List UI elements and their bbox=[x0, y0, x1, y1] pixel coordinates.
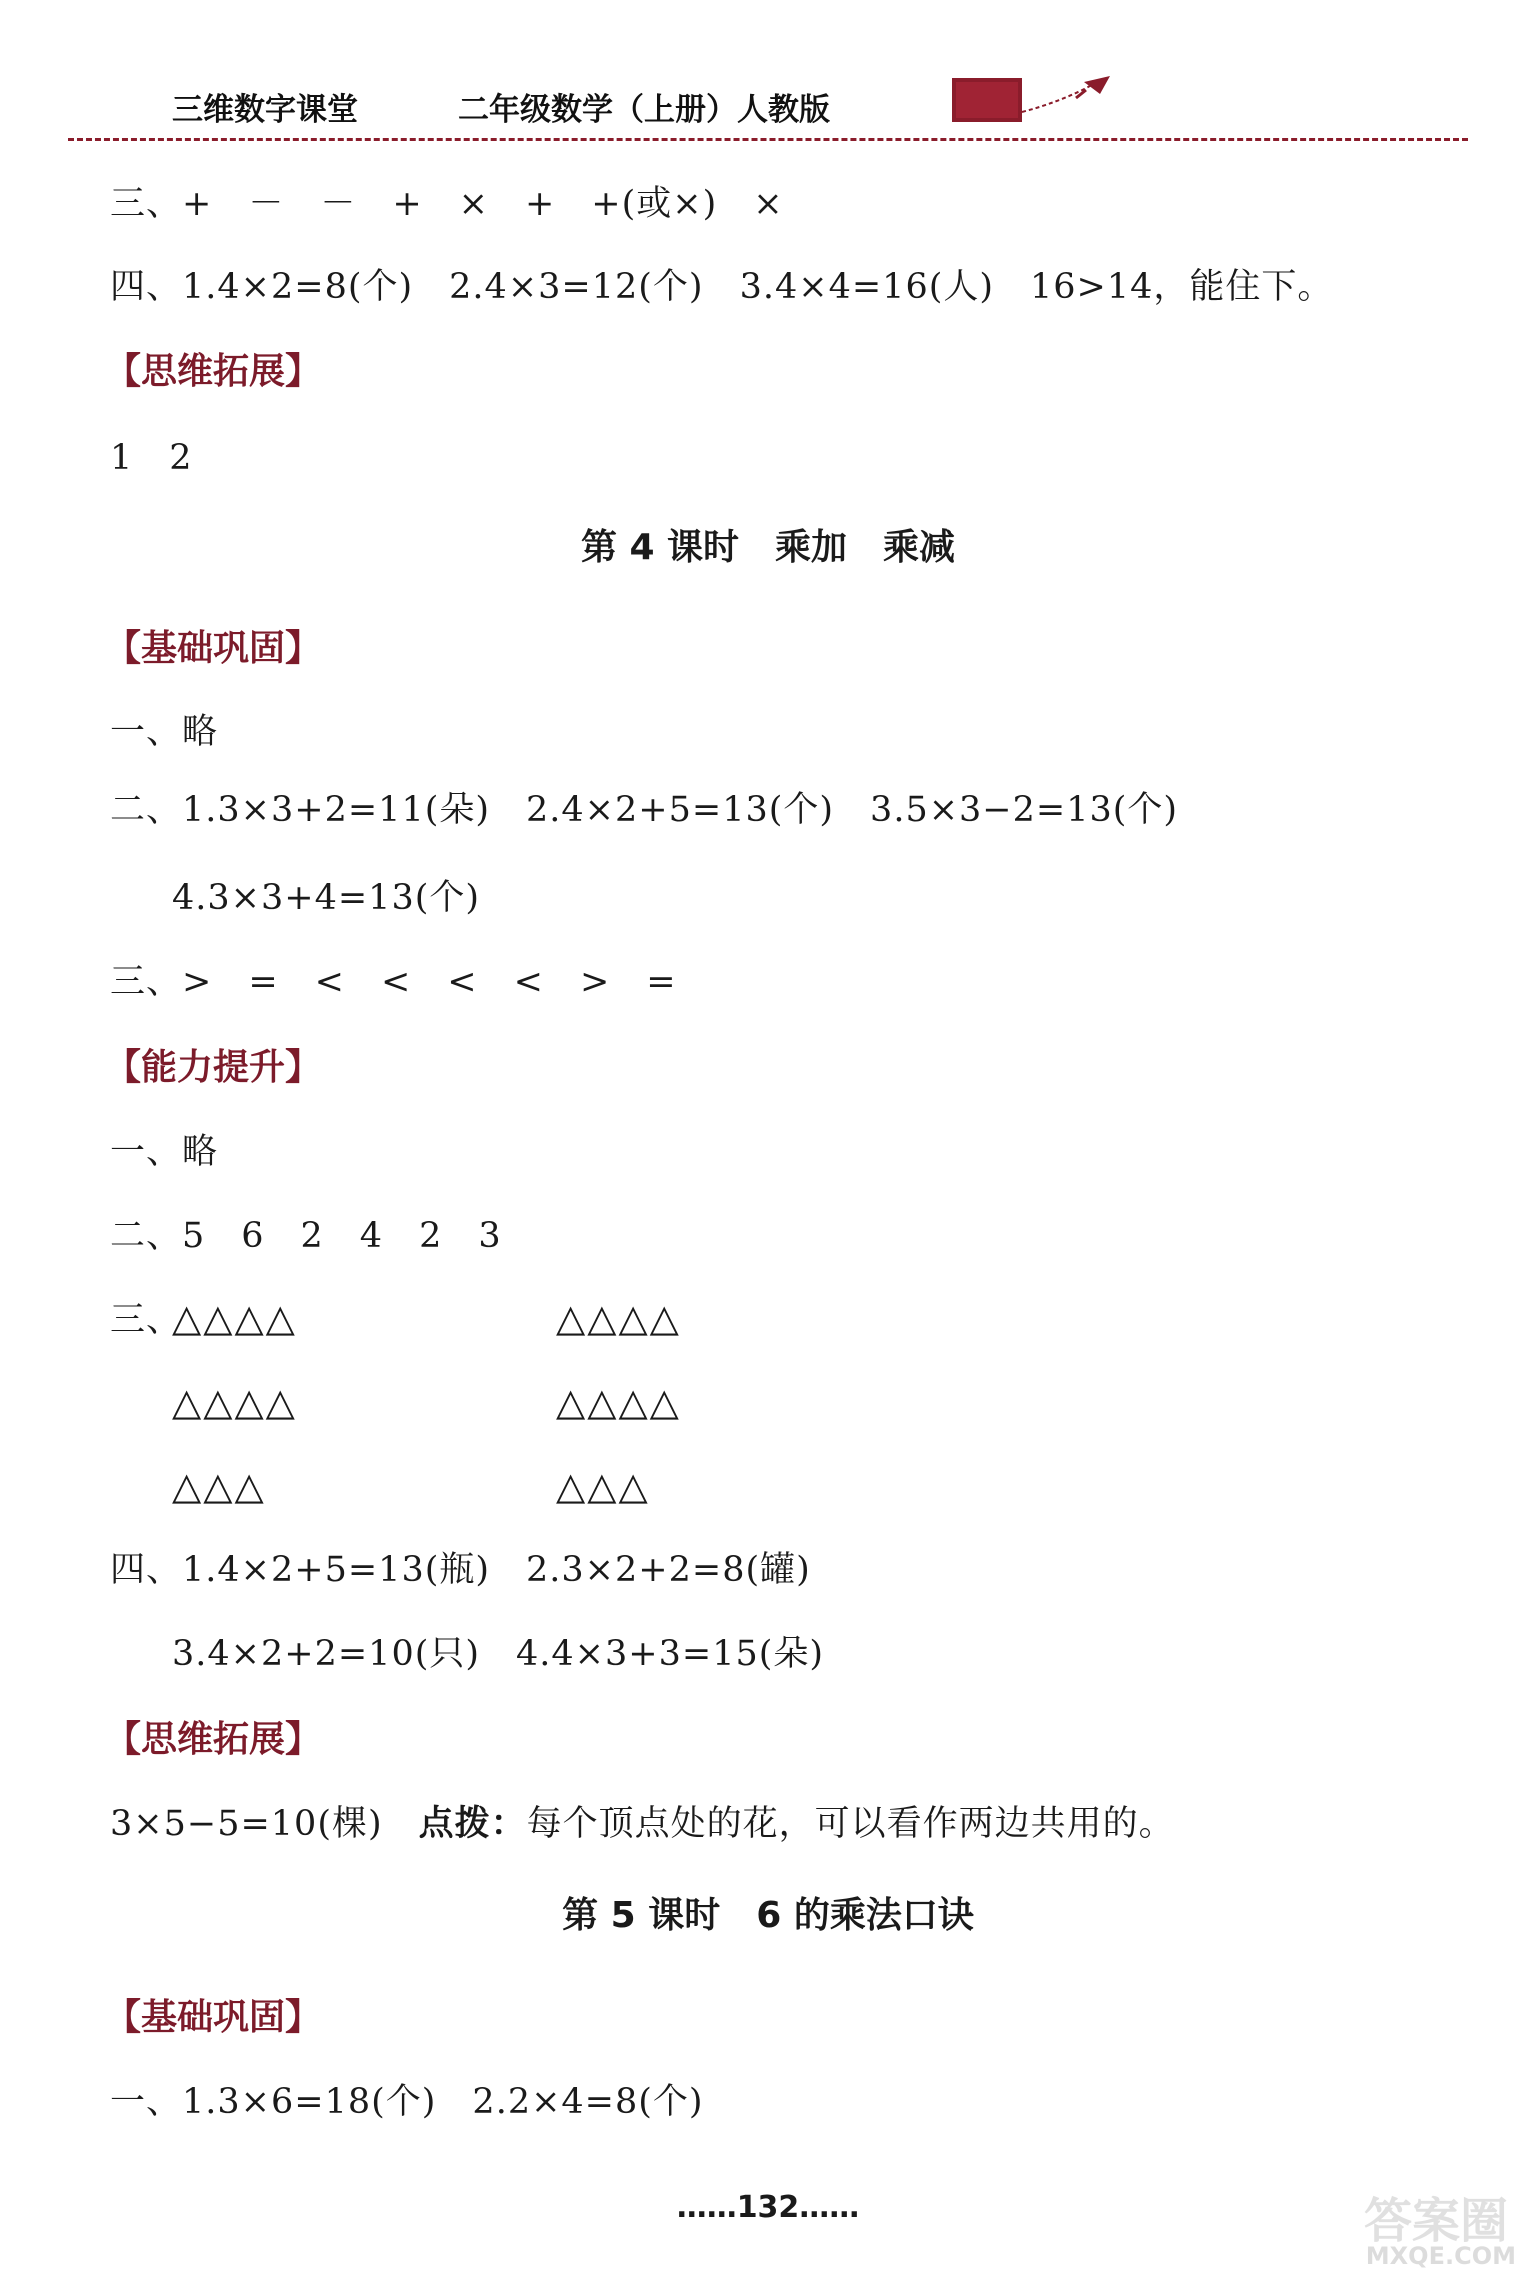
section-heading: 【基础巩固】 bbox=[105, 628, 322, 669]
triangle-row: △△△△ bbox=[556, 1296, 681, 1340]
lesson-title: 第 4 课时 乘加 乘减 bbox=[580, 527, 956, 568]
watermark-logo: 答案圈 bbox=[1363, 2193, 1508, 2249]
header-divider bbox=[68, 138, 1468, 141]
rocket-icon bbox=[950, 72, 1120, 132]
answer-line: 二、5 6 2 4 2 3 bbox=[110, 1216, 502, 1256]
answer-line: 四、1.4×2=8(个) 2.4×3=12(个) 3.4×4=16(人) 16>14，能住下。 bbox=[110, 267, 1334, 307]
triangle-row: △△△ bbox=[172, 1464, 266, 1508]
watermark-text: MXQE.COM bbox=[1365, 2242, 1516, 2270]
lesson-title: 第 5 课时 6 的乘法口诀 bbox=[562, 1895, 974, 1936]
section-heading: 【能力提升】 bbox=[105, 1047, 322, 1088]
answer-line-prefix: 三、 bbox=[110, 1300, 183, 1340]
watermark bbox=[1316, 2182, 1516, 2272]
answer-line: 一、1.3×6=18(个) 2.2×4=8(个) bbox=[110, 2082, 704, 2122]
section-heading: 【思维拓展】 bbox=[105, 1719, 322, 1760]
triangle-row: △△△△ bbox=[556, 1380, 681, 1424]
answer-line: 一、略 bbox=[110, 712, 219, 752]
triangle-row: △△△ bbox=[556, 1464, 650, 1508]
answer-line: 一、略 bbox=[110, 1132, 219, 1172]
triangle-row: △△△△ bbox=[172, 1380, 297, 1424]
answer-line: 二、1.3×3+2=11(朵) 2.4×2+5=13(个) 3.5×3−2=13(个) bbox=[110, 790, 1179, 830]
page-header bbox=[0, 0, 1536, 150]
answer-line: 4.3×3+4=13(个) bbox=[172, 878, 481, 918]
page-number: ……132…… bbox=[676, 2190, 860, 2225]
answer-line: 3.4×2+2=10(只) 4.4×3+3=15(朵) bbox=[172, 1634, 825, 1674]
section-heading: 【思维拓展】 bbox=[105, 351, 322, 392]
answer-line: 三、+ － － + × + +(或×) × bbox=[110, 184, 784, 224]
hint-text: 每个顶点处的花，可以看作两边共用的。 bbox=[526, 1804, 1175, 1844]
hint-label: 点拨： bbox=[418, 1804, 527, 1844]
section-heading: 【基础巩固】 bbox=[105, 1997, 322, 2038]
triangle-row: △△△△ bbox=[172, 1296, 297, 1340]
answer-line bbox=[110, 1802, 1175, 1846]
answer-line: 四、1.4×2+5=13(瓶) 2.3×2+2=8(罐) bbox=[110, 1550, 811, 1590]
answer-value: 3×5−5=10(棵) bbox=[110, 1804, 383, 1844]
header-book-series: 三维数字课堂 bbox=[172, 92, 358, 128]
answer-line: 1 2 bbox=[110, 438, 193, 478]
header-book-title: 二年级数学（上册）人教版 bbox=[458, 92, 830, 128]
answer-line: 三、> = < < < < > = bbox=[110, 962, 677, 1002]
